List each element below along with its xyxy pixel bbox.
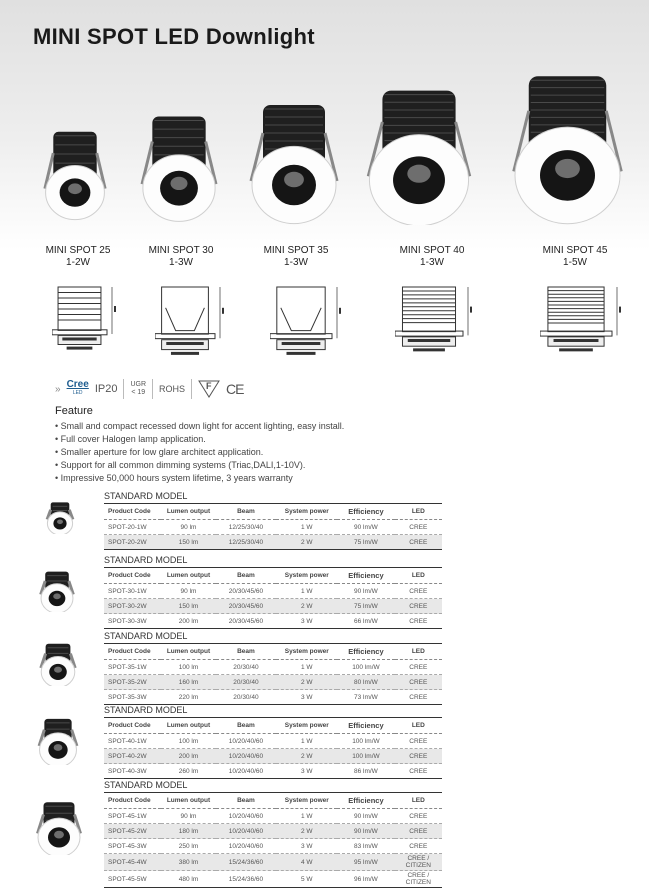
table-row — [104, 734, 442, 749]
table-cell: 96 lm/W — [337, 871, 394, 888]
column-header: Lumen output — [161, 793, 215, 809]
table-cell: 1 W — [276, 584, 337, 599]
table-row — [104, 749, 442, 764]
table-cell: 20/30/45/60 — [216, 584, 277, 599]
f-mark-icon: F — [198, 380, 220, 398]
table-cell: 86 lm/W — [337, 764, 394, 779]
column-header: Efficiency — [337, 793, 394, 809]
divider — [152, 379, 153, 399]
table-cell: 3 W — [276, 764, 337, 779]
table-cell: 260 lm — [161, 764, 215, 779]
table-cell: SPOT-40-1W — [104, 734, 161, 749]
table-cell: 1 W — [276, 520, 337, 535]
lamp-thumbnail — [34, 800, 84, 860]
table-cell: 20/30/40 — [216, 690, 277, 705]
table-label: STANDARD MODEL — [104, 555, 442, 568]
table-cell: 75 lm/W — [337, 535, 394, 550]
table-cell: CREE / CITIZEN — [395, 854, 442, 871]
table-cell: 5 W — [276, 871, 337, 888]
table-cell: 480 lm — [161, 871, 215, 888]
table-row — [104, 764, 442, 779]
spec-table — [104, 705, 442, 779]
table-cell: 15/24/36/60 — [216, 871, 277, 888]
table-cell: 80 lm/W — [337, 675, 394, 690]
table-row — [104, 871, 442, 888]
column-header: System power — [276, 568, 337, 584]
model-power: 1-5W — [563, 257, 587, 268]
column-header: Lumen output — [161, 644, 215, 660]
table-cell: CREE — [395, 660, 442, 675]
table-cell: SPOT-30-1W — [104, 584, 161, 599]
table-cell: SPOT-45-5W — [104, 871, 161, 888]
column-header: Product Code — [104, 504, 161, 520]
column-header: Product Code — [104, 568, 161, 584]
lamp-thumbnail — [38, 570, 76, 617]
feature-item: • Small and compact recessed down light for accent lighting, easy install. — [55, 420, 344, 433]
page-title: MINI SPOT LED Downlight — [33, 24, 315, 49]
table-cell: 20/30/45/60 — [216, 614, 277, 629]
table-cell: CREE — [395, 675, 442, 690]
table-header-row — [104, 568, 442, 584]
dimension-drawing — [270, 285, 346, 376]
table-cell: 2 W — [276, 824, 337, 839]
table-label: STANDARD MODEL — [104, 631, 442, 644]
table-cell: 90 lm/W — [337, 520, 394, 535]
column-header: Product Code — [104, 718, 161, 734]
table-row — [104, 839, 442, 854]
table-cell: SPOT-45-4W — [104, 854, 161, 871]
table-label: STANDARD MODEL — [104, 705, 442, 718]
lamp-thumbnail — [38, 642, 78, 691]
chevron-icon: » — [55, 383, 61, 395]
table-cell: CREE — [395, 749, 442, 764]
column-header: System power — [276, 644, 337, 660]
table-cell: CREE — [395, 599, 442, 614]
table-row — [104, 809, 442, 824]
table-cell: 66 lm/W — [337, 614, 394, 629]
column-header: LED — [395, 644, 442, 660]
model-label — [382, 245, 482, 269]
table-cell: 200 lm — [161, 614, 215, 629]
table-cell: CREE — [395, 809, 442, 824]
spec-table — [104, 631, 442, 705]
spec-table — [104, 555, 442, 629]
table-row — [104, 690, 442, 705]
table-row — [104, 535, 442, 550]
table-cell: 160 lm — [161, 675, 215, 690]
table-cell: CREE — [395, 690, 442, 705]
dimension-drawing — [52, 285, 121, 370]
column-header: Efficiency — [337, 718, 394, 734]
table-cell: 100 lm — [161, 660, 215, 675]
table-cell: SPOT-35-1W — [104, 660, 161, 675]
table-cell: 100 lm — [161, 734, 215, 749]
lamp-photo — [136, 112, 222, 229]
table-cell: 10/20/40/60 — [216, 764, 277, 779]
ugr-rating: UGR < 19 — [130, 381, 147, 396]
table-row — [104, 614, 442, 629]
table-header-row — [104, 793, 442, 809]
feature-heading: Feature — [55, 405, 93, 417]
column-header: Product Code — [104, 793, 161, 809]
column-header: LED — [395, 504, 442, 520]
table-cell: 100 lm/W — [337, 660, 394, 675]
table-cell: CREE — [395, 764, 442, 779]
table-cell: CREE — [395, 734, 442, 749]
table-cell: SPOT-45-2W — [104, 824, 161, 839]
column-header: LED — [395, 568, 442, 584]
table-cell: 83 lm/W — [337, 839, 394, 854]
dimension-drawing — [540, 285, 626, 372]
column-header: System power — [276, 793, 337, 809]
table-cell: CREE — [395, 584, 442, 599]
table-cell: CREE / CITIZEN — [395, 871, 442, 888]
table-cell: 12/25/30/40 — [216, 520, 277, 535]
rohs-mark: ROHS — [159, 384, 186, 394]
table-cell: 90 lm — [161, 520, 215, 535]
column-header: System power — [276, 718, 337, 734]
table-header-row — [104, 504, 442, 520]
table-cell: 250 lm — [161, 839, 215, 854]
model-power: 1-3W — [284, 257, 308, 268]
table-cell: 180 lm — [161, 824, 215, 839]
lamp-thumbnail — [36, 717, 80, 770]
column-header: LED — [395, 793, 442, 809]
table-cell: 2 W — [276, 675, 337, 690]
table-cell: 90 lm — [161, 584, 215, 599]
table-cell: 90 lm — [161, 809, 215, 824]
table-cell: SPOT-20-2W — [104, 535, 161, 550]
table-row — [104, 854, 442, 871]
feature-item: • Smaller aperture for low glare architect application. — [55, 446, 344, 459]
table-cell: SPOT-20-1W — [104, 520, 161, 535]
ip-rating: IP20 — [94, 383, 118, 395]
spec-table — [104, 780, 442, 888]
table-label: STANDARD MODEL — [104, 491, 442, 504]
table-cell: 100 lm/W — [337, 749, 394, 764]
column-header: Efficiency — [337, 568, 394, 584]
table-cell: 2 W — [276, 749, 337, 764]
table-cell: 150 lm — [161, 535, 215, 550]
column-header: Lumen output — [161, 718, 215, 734]
model-name: MINI SPOT 35 — [263, 245, 329, 256]
table-cell: CREE — [395, 535, 442, 550]
divider — [191, 379, 192, 399]
feature-item: • Support for all common dimming systems (Triac,DALI,1-10V). — [55, 459, 344, 472]
table-cell: SPOT-30-2W — [104, 599, 161, 614]
lamp-photo — [40, 128, 110, 228]
table-row — [104, 520, 442, 535]
feature-list — [55, 420, 344, 485]
table-cell: 90 lm/W — [337, 584, 394, 599]
table-cell: 90 lm/W — [337, 809, 394, 824]
table-row — [104, 824, 442, 839]
table-cell: 20/30/40 — [216, 660, 277, 675]
table-cell: 4 W — [276, 854, 337, 871]
model-label — [28, 245, 128, 269]
model-label — [525, 245, 625, 269]
certification-row — [55, 376, 243, 402]
table-row — [104, 660, 442, 675]
cree-logo: Cree LED — [66, 379, 89, 396]
table-cell: 2 W — [276, 535, 337, 550]
dimension-drawing — [395, 285, 477, 372]
table-cell: 3 W — [276, 839, 337, 854]
model-label — [131, 245, 231, 269]
model-label — [246, 245, 346, 269]
table-cell: 1 W — [276, 809, 337, 824]
table-row — [104, 599, 442, 614]
table-cell: SPOT-40-3W — [104, 764, 161, 779]
column-header: Product Code — [104, 644, 161, 660]
table-cell: 73 lm/W — [337, 690, 394, 705]
table-cell: 100 lm/W — [337, 734, 394, 749]
model-name: MINI SPOT 45 — [542, 245, 608, 256]
model-name: MINI SPOT 30 — [148, 245, 214, 256]
column-header: Lumen output — [161, 568, 215, 584]
table-cell: SPOT-45-1W — [104, 809, 161, 824]
lamp-thumbnail — [45, 501, 75, 539]
table-cell: CREE — [395, 614, 442, 629]
table-label: STANDARD MODEL — [104, 780, 442, 793]
table-cell: 3 W — [276, 614, 337, 629]
lamp-photo — [244, 100, 344, 230]
table-cell: CREE — [395, 824, 442, 839]
table-cell: 10/20/40/60 — [216, 809, 277, 824]
table-cell: 90 lm/W — [337, 824, 394, 839]
divider — [123, 379, 124, 399]
model-power: 1-2W — [66, 257, 90, 268]
lamp-photo — [360, 85, 478, 230]
table-cell: 95 lm/W — [337, 854, 394, 871]
table-cell: CREE — [395, 520, 442, 535]
column-header: Efficiency — [337, 644, 394, 660]
column-header: System power — [276, 504, 337, 520]
table-cell: 15/24/36/60 — [216, 854, 277, 871]
column-header: Efficiency — [337, 504, 394, 520]
table-cell: CREE — [395, 839, 442, 854]
table-cell: SPOT-35-2W — [104, 675, 161, 690]
table-cell: 200 lm — [161, 749, 215, 764]
ce-mark: CE — [226, 381, 244, 397]
table-cell: SPOT-30-3W — [104, 614, 161, 629]
table-cell: 1 W — [276, 660, 337, 675]
table-cell: 10/20/40/60 — [216, 749, 277, 764]
table-header-row — [104, 644, 442, 660]
table-cell: 1 W — [276, 734, 337, 749]
table-cell: 150 lm — [161, 599, 215, 614]
column-header: LED — [395, 718, 442, 734]
feature-item: • Impressive 50,000 hours system lifetime, 3 years warranty — [55, 472, 344, 485]
model-power: 1-3W — [420, 257, 444, 268]
feature-item: • Full cover Halogen lamp application. — [55, 433, 344, 446]
table-cell: 220 lm — [161, 690, 215, 705]
table-cell: SPOT-35-3W — [104, 690, 161, 705]
table-cell: 10/20/40/60 — [216, 839, 277, 854]
table-cell: 2 W — [276, 599, 337, 614]
table-cell: SPOT-40-2W — [104, 749, 161, 764]
spec-table — [104, 491, 442, 550]
table-row — [104, 675, 442, 690]
table-header-row — [104, 718, 442, 734]
column-header: Beam — [216, 793, 277, 809]
model-name: MINI SPOT 25 — [45, 245, 111, 256]
column-header: Beam — [216, 718, 277, 734]
column-header: Lumen output — [161, 504, 215, 520]
column-header: Beam — [216, 504, 277, 520]
table-cell: 380 lm — [161, 854, 215, 871]
table-cell: SPOT-45-3W — [104, 839, 161, 854]
model-power: 1-3W — [169, 257, 193, 268]
column-header: Beam — [216, 644, 277, 660]
table-row — [104, 584, 442, 599]
model-name: MINI SPOT 40 — [399, 245, 465, 256]
column-header: Beam — [216, 568, 277, 584]
table-cell: 10/20/40/60 — [216, 824, 277, 839]
lamp-photo — [505, 70, 630, 230]
dimension-drawing — [155, 285, 229, 376]
table-cell: 12/25/30/40 — [216, 535, 277, 550]
table-cell: 10/20/40/60 — [216, 734, 277, 749]
table-cell: 3 W — [276, 690, 337, 705]
table-cell: 20/30/45/60 — [216, 599, 277, 614]
table-cell: 75 lm/W — [337, 599, 394, 614]
table-cell: 20/30/40 — [216, 675, 277, 690]
